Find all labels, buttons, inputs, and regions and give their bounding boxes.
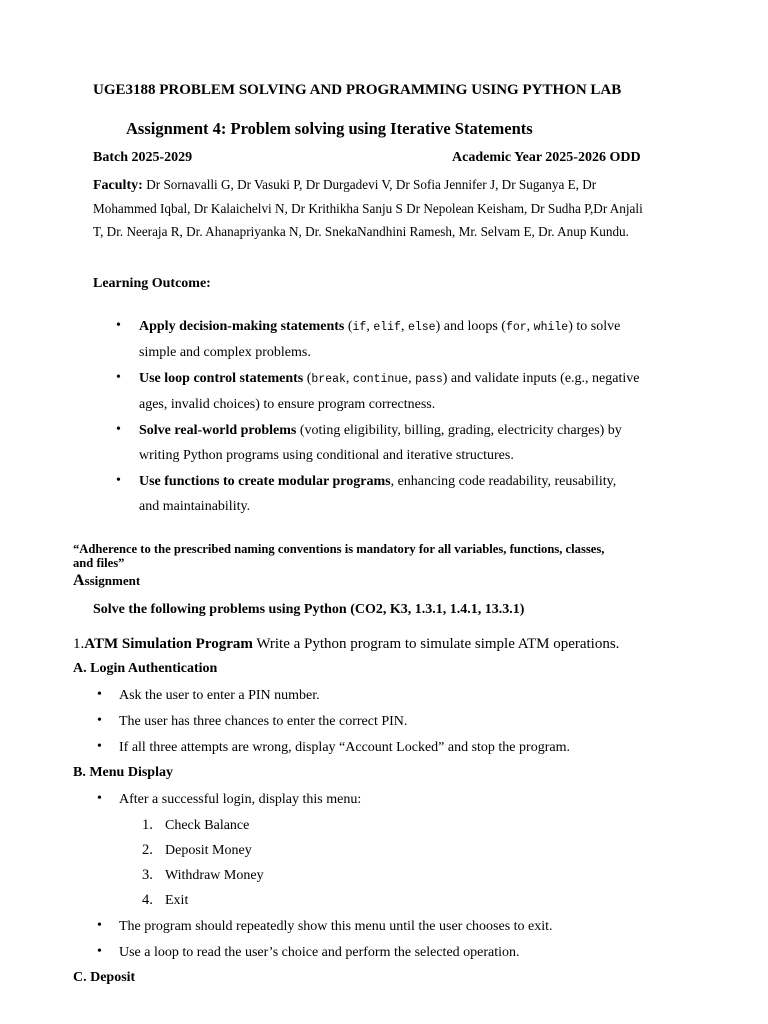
assignment-title: Assignment 4: Problem solving using Iterative Statements [126, 119, 533, 138]
section-c-heading: C. Deposit [73, 970, 136, 985]
outcome-1-text: ) to solve [568, 319, 621, 334]
code-pass: pass [415, 373, 443, 386]
outcome-item-4-line-2: and maintainability. [139, 499, 251, 514]
bullet-dot: • [116, 473, 121, 488]
section-a-heading: A. Login Authentication [73, 661, 218, 676]
outcome-1-text: ( [344, 319, 353, 334]
problem-1-title: ATM Simulation Program [84, 636, 253, 652]
section-b-intro: After a successful login, display this menu: [119, 792, 362, 807]
bullet-dot: • [116, 370, 121, 385]
bullet-dot: • [97, 687, 102, 702]
outcome-item-3-line-2: writing Python programs using conditional and iterative structures. [139, 448, 514, 463]
course-title: UGE3188 PROBLEM SOLVING AND PROGRAMMING USING PYTHON LAB [93, 82, 622, 98]
menu-item-withdraw-money: Withdraw Money [165, 868, 264, 883]
outcome-item-4 [139, 474, 616, 490]
code-if: if [352, 321, 367, 334]
menu-item-check-balance: Check Balance [165, 818, 250, 833]
outcome-item-3 [139, 423, 622, 439]
menu-number: 3. [142, 867, 153, 883]
section-a-bullet-1: Ask the user to enter a PIN number. [119, 688, 320, 703]
problem-1-title-line [73, 636, 619, 653]
menu-item-exit: Exit [165, 893, 189, 908]
outcome-2-text: , [345, 371, 353, 386]
outcome-1-text: , [526, 319, 534, 334]
outcome-2-text: ) and validate inputs (e.g., negative [442, 371, 640, 386]
code-for: for [505, 321, 527, 334]
outcome-item-1-line-2: simple and complex problems. [139, 345, 311, 360]
outcome-2-bold: Use loop control statements [139, 371, 304, 386]
code-continue: continue [352, 373, 409, 386]
section-b-heading: B. Menu Display [73, 765, 173, 780]
problem-1-number: 1. [73, 636, 85, 652]
outcome-item-1 [139, 319, 620, 335]
menu-number: 2. [142, 842, 153, 858]
faculty-line-2: Mohammed Iqbal, Dr Kalaichelvi N, Dr Krithikha Sanju S Dr Nepolean Keisham, Dr Sudha P,Dr Anjali [93, 201, 643, 216]
bullet-dot: • [97, 944, 102, 959]
outcome-2-text: ( [303, 371, 312, 386]
outcome-3-text: (voting eligibility, billing, grading, electricity charges) by [296, 423, 622, 438]
assignment-heading-rest: ssignment [84, 573, 141, 588]
faculty-label: Faculty: [93, 178, 143, 193]
outcome-item-2 [139, 371, 639, 387]
faculty-line-3: T, Dr. Neeraja R, Dr. Ahanapriyanka N, Dr. SnekaNandhini Ramesh, Mr. Selvam E, Dr. Anup Kundu. [93, 224, 629, 239]
faculty-line-1 [93, 177, 596, 194]
section-a-bullet-2: The user has three chances to enter the correct PIN. [119, 714, 408, 729]
code-break: break [311, 373, 346, 386]
academic-year-label: Academic Year 2025-2026 ODD [452, 150, 641, 165]
outcome-4-bold: Use functions to create modular programs [139, 474, 391, 489]
bullet-dot: • [97, 739, 102, 754]
naming-note-line-2: and files” [73, 556, 125, 570]
outcome-1-text: , [366, 319, 374, 334]
outcome-2-text: , [408, 371, 416, 386]
outcome-4-text: , enhancing code readability, reusability, [390, 474, 617, 489]
assignment-heading-initial: A [73, 572, 85, 589]
outcome-3-bold: Solve real-world problems [139, 423, 297, 438]
bullet-dot: • [97, 713, 102, 728]
section-b-bullet-2: Use a loop to read the user’s choice and perform the selected operation. [119, 945, 520, 960]
naming-note-line-1: “Adherence to the prescribed naming conventions is mandatory for all variables, functions, classes, [73, 542, 605, 556]
section-b-bullet-1: The program should repeatedly show this menu until the user chooses to exit. [119, 919, 553, 934]
batch-label: Batch 2025-2029 [93, 150, 193, 165]
code-elif: elif [373, 321, 401, 334]
menu-number: 4. [142, 892, 153, 908]
assignment-heading [73, 572, 140, 590]
bullet-dot: • [97, 791, 102, 806]
section-a-bullet-3: If all three attempts are wrong, display “Account Locked” and stop the program. [119, 740, 570, 755]
outcome-1-text: ) and loops ( [435, 319, 506, 334]
menu-number: 1. [142, 817, 153, 833]
bullet-dot: • [116, 318, 121, 333]
bullet-dot: • [116, 422, 121, 437]
outcome-1-bold: Apply decision-making statements [139, 319, 345, 334]
bullet-dot: • [97, 918, 102, 933]
problem-1-desc: Write a Python program to simulate simple ATM operations. [252, 636, 620, 652]
faculty-names-1: Dr Sornavalli G, Dr Vasuki P, Dr Durgadevi V, Dr Sofia Jennifer J, Dr Suganya E, Dr [146, 177, 597, 192]
assignment-instruction: Solve the following problems using Python (CO2, K3, 1.3.1, 1.4.1, 13.3.1) [93, 602, 525, 617]
outcome-1-text: , [400, 319, 408, 334]
code-else: else [407, 321, 436, 334]
menu-item-deposit-money: Deposit Money [165, 843, 252, 858]
code-while: while [533, 321, 569, 334]
outcome-item-2-line-2: ages, invalid choices) to ensure program correctness. [139, 397, 436, 412]
learning-outcome-heading: Learning Outcome: [93, 276, 211, 291]
